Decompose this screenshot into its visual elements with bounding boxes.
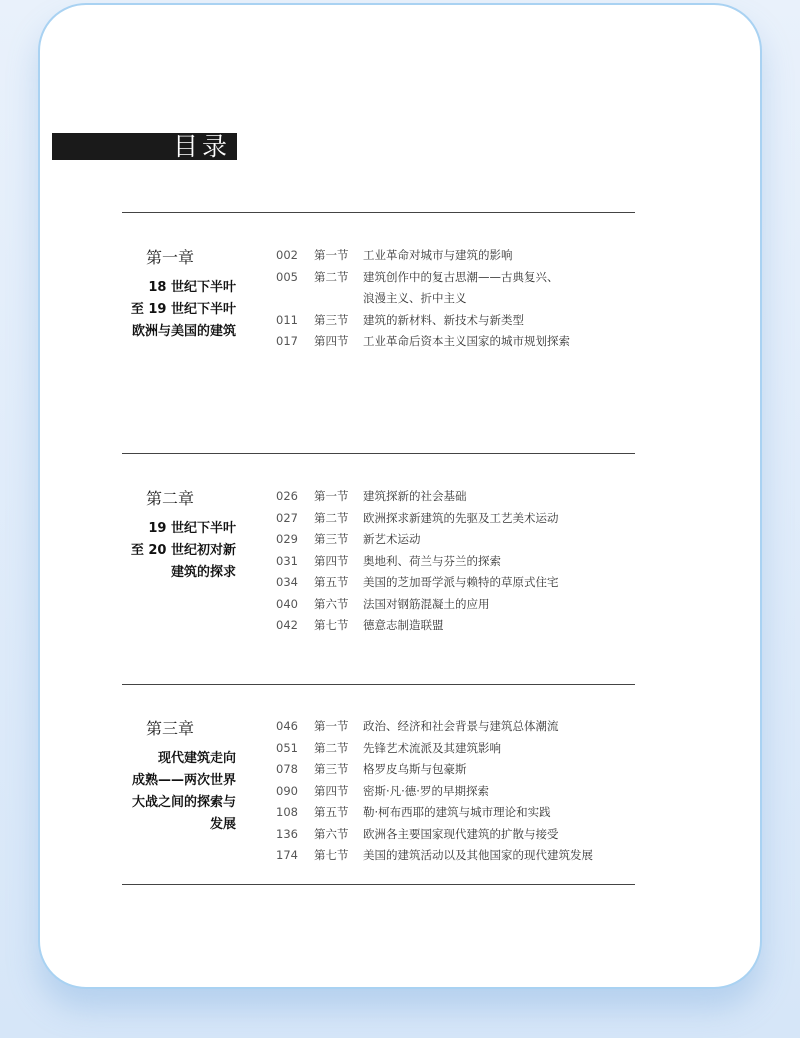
chapter-title: 18 世纪下半叶 至 19 世纪下半叶 欧洲与美国的建筑 — [130, 280, 236, 339]
section-title: 欧洲各主要国家现代建筑的扩散与接受 — [363, 826, 559, 841]
section-title: 欧洲探求新建筑的先驱及工艺美术运动 — [363, 510, 559, 525]
section-title: 建筑创作中的复古思潮——古典复兴、 浪漫主义、折中主义 — [363, 269, 559, 305]
page-number: 040 — [276, 596, 298, 611]
toc-entry[interactable] — [276, 738, 636, 760]
section-label: 第二节 — [314, 510, 349, 525]
toc-entry[interactable] — [276, 594, 636, 616]
page-number: 046 — [276, 719, 298, 733]
page-number: 108 — [276, 805, 298, 819]
section-label: 第四节 — [314, 334, 349, 348]
section-label: 第七节 — [314, 848, 349, 862]
toc-entry[interactable] — [276, 781, 636, 803]
section-label: 第七节 — [314, 618, 349, 632]
section-list — [276, 245, 636, 353]
chapter-divider — [122, 453, 635, 454]
section-title: 法国对钢筋混凝土的应用 — [363, 596, 490, 611]
toc-entry[interactable] — [276, 551, 636, 573]
toc-entry[interactable] — [276, 759, 636, 781]
section-title: 美国的芝加哥学派与赖特的草原式住宅 — [363, 575, 559, 589]
section-title: 建筑的新材料、新技术与新类型 — [363, 312, 524, 327]
section-label: 第三节 — [314, 532, 349, 546]
page-number: 026 — [276, 489, 298, 503]
section-title: 新艺术运动 — [363, 532, 421, 546]
section-label: 第二节 — [314, 269, 349, 284]
chapter-divider — [122, 884, 635, 885]
section-title: 先锋艺术流派及其建筑影响 — [363, 740, 501, 755]
toc-entry[interactable] — [276, 508, 636, 530]
section-title: 美国的建筑活动以及其他国家的现代建筑发展 — [363, 848, 593, 862]
page-number: 174 — [276, 848, 298, 862]
toc-entry[interactable] — [276, 716, 636, 738]
page-number: 078 — [276, 762, 298, 776]
chapter-label: 第三章 — [145, 719, 194, 738]
section-label: 第六节 — [314, 596, 349, 611]
section-label: 第三节 — [314, 312, 349, 327]
section-label: 第三节 — [314, 762, 349, 776]
section-title: 格罗皮乌斯与包豪斯 — [363, 762, 467, 776]
toc-entry[interactable] — [276, 615, 636, 637]
section-label: 第一节 — [314, 719, 349, 733]
chapter-label: 第二章 — [145, 489, 194, 508]
section-title: 政治、经济和社会背景与建筑总体潮流 — [363, 719, 559, 733]
page-number: 027 — [276, 510, 298, 525]
section-title: 密斯·凡·德·罗的早期探索 — [363, 783, 489, 798]
page-number: 042 — [276, 618, 298, 632]
page-number: 002 — [276, 248, 298, 262]
section-label: 第六节 — [314, 826, 349, 841]
section-title: 建筑探新的社会基础 — [363, 489, 467, 503]
chapter-title: 19 世纪下半叶 至 20 世纪初对新 建筑的探求 — [130, 521, 236, 580]
page-number: 090 — [276, 783, 298, 798]
toc-entry[interactable] — [276, 267, 636, 310]
section-title: 奥地利、荷兰与芬兰的探索 — [363, 553, 501, 568]
page-number: 011 — [276, 312, 298, 327]
section-title: 工业革命后资本主义国家的城市规划探索 — [363, 334, 570, 348]
section-label: 第二节 — [314, 740, 349, 755]
section-list — [276, 486, 636, 637]
section-label: 第一节 — [314, 489, 349, 503]
toc-title: 目录 — [52, 133, 237, 160]
page-number: 136 — [276, 826, 298, 841]
toc-entry[interactable] — [276, 331, 636, 353]
chapter-divider — [122, 212, 635, 213]
section-title: 工业革命对城市与建筑的影响 — [363, 248, 513, 262]
page-number: 034 — [276, 575, 298, 589]
toc-entry[interactable] — [276, 845, 636, 867]
toc-entry[interactable] — [276, 529, 636, 551]
section-label: 第一节 — [314, 248, 349, 262]
chapter-label: 第一章 — [145, 248, 194, 267]
chapter-divider — [122, 684, 635, 685]
section-label: 第五节 — [314, 805, 349, 819]
toc-entry[interactable] — [276, 572, 636, 594]
page-number: 005 — [276, 269, 298, 284]
toc-entry[interactable] — [276, 802, 636, 824]
page-number: 017 — [276, 334, 298, 348]
section-label: 第四节 — [314, 553, 349, 568]
section-list — [276, 716, 636, 867]
toc-entry[interactable] — [276, 310, 636, 332]
section-label: 第四节 — [314, 783, 349, 798]
section-title: 德意志制造联盟 — [363, 618, 444, 632]
page-number: 031 — [276, 553, 298, 568]
section-title: 勒·柯布西耶的建筑与城市理论和实践 — [363, 805, 551, 819]
chapter-title: 现代建筑走向 成熟——两次世界 大战之间的探索与 发展 — [131, 751, 236, 832]
section-label: 第五节 — [314, 575, 349, 589]
toc-entry[interactable] — [276, 486, 636, 508]
toc-entry[interactable] — [276, 824, 636, 846]
page-number: 029 — [276, 532, 298, 546]
toc-entry[interactable] — [276, 245, 636, 267]
page-number: 051 — [276, 740, 298, 755]
